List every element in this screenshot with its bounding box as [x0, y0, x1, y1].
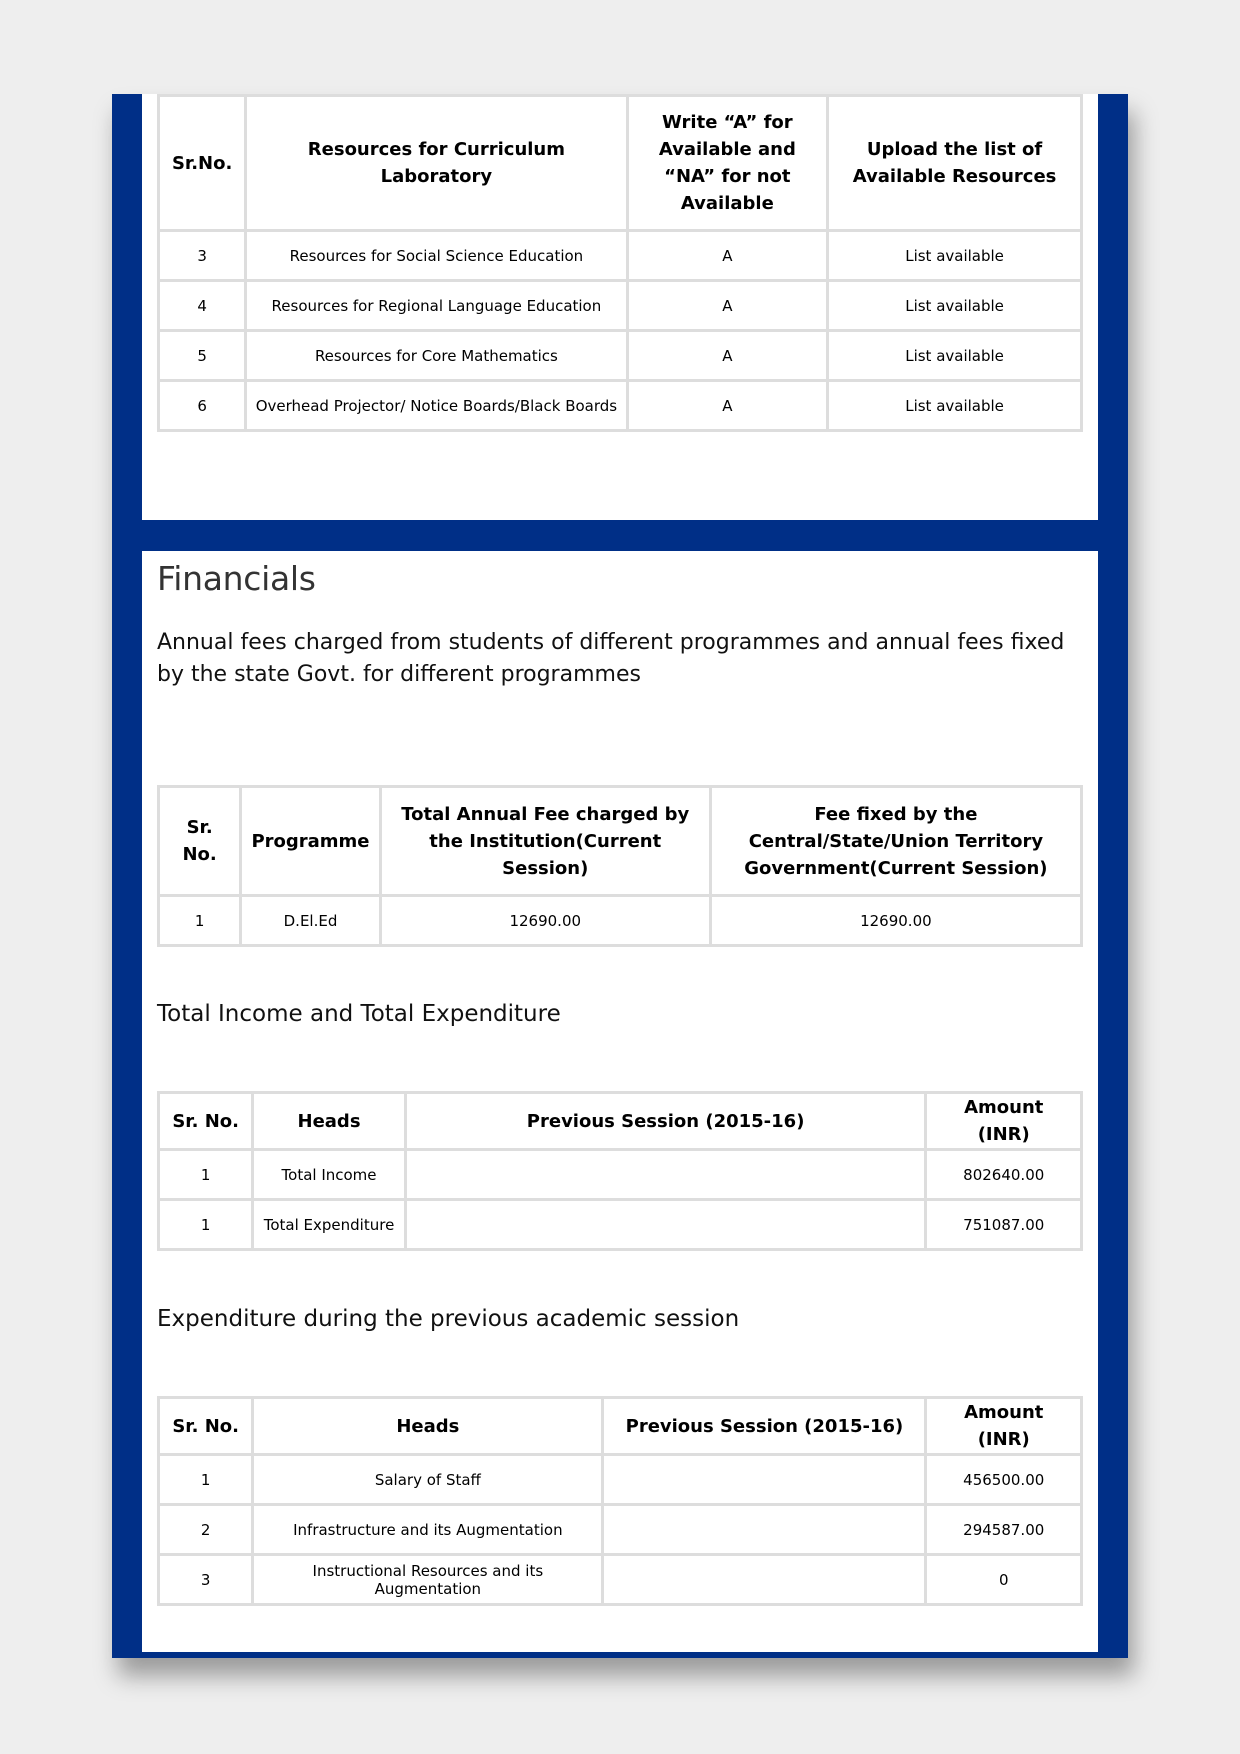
header-fee-charged: Total Annual Fee charged by the Institution(Current Session) — [380, 787, 710, 896]
cell-head: Instructional Resources and its Augmentation — [253, 1555, 603, 1605]
cell-status: A — [627, 331, 828, 381]
table-row — [159, 896, 1082, 946]
cell-sr: 3 — [159, 1555, 253, 1605]
header-sr-no: Sr. No. — [159, 787, 241, 896]
table-row — [159, 231, 1082, 281]
cell-amount: 456500.00 — [926, 1455, 1082, 1505]
header-resources: Resources for Curriculum Laboratory — [246, 96, 627, 231]
table-row — [159, 1555, 1082, 1605]
header-heads: Heads — [253, 1398, 603, 1455]
cell-amount: 802640.00 — [926, 1150, 1082, 1200]
section-title-financials: Financials — [157, 559, 316, 598]
cell-fee-fixed: 12690.00 — [710, 896, 1081, 946]
header-sr-no: Sr. No. — [159, 1398, 253, 1455]
header-sr-no: Sr.No. — [159, 96, 246, 231]
cell-programme: D.El.Ed — [241, 896, 380, 946]
cell-head: Total Income — [253, 1150, 405, 1200]
cell-sr: 1 — [159, 896, 241, 946]
cell-list: List available — [828, 231, 1082, 281]
cell-sr: 6 — [159, 381, 246, 431]
financials-panel — [142, 551, 1098, 1652]
table-row — [159, 1455, 1082, 1505]
cell-resource: Resources for Social Science Education — [246, 231, 627, 281]
cell-head: Total Expenditure — [253, 1200, 405, 1250]
header-programme: Programme — [241, 787, 380, 896]
table-header-row — [159, 787, 1082, 896]
header-sr-no: Sr. No. — [159, 1093, 253, 1150]
cell-sr: 5 — [159, 331, 246, 381]
cell-amount: 751087.00 — [926, 1200, 1082, 1250]
header-upload-list: Upload the list of Available Resources — [828, 96, 1082, 231]
header-previous-session: Previous Session (2015-16) — [603, 1398, 926, 1455]
cell-list: List available — [828, 281, 1082, 331]
cell-amount: 294587.00 — [926, 1505, 1082, 1555]
expenditure-table — [157, 1396, 1083, 1606]
cell-list: List available — [828, 331, 1082, 381]
fees-description: Annual fees charged from students of different programmes and annual fees fixed by the state Govt. for different programmes — [157, 630, 1065, 687]
table-row — [159, 381, 1082, 431]
cell-head: Infrastructure and its Augmentation — [253, 1505, 603, 1555]
cell-previous — [603, 1505, 926, 1555]
header-amount: Amount (INR) — [926, 1093, 1082, 1150]
table-row — [159, 1150, 1082, 1200]
cell-list: List available — [828, 381, 1082, 431]
table-row — [159, 331, 1082, 381]
income-table — [157, 1091, 1083, 1251]
cell-sr: 1 — [159, 1200, 253, 1250]
header-fee-fixed: Fee fixed by the Central/State/Union Territory Government(Current Session) — [710, 787, 1081, 896]
header-amount: Amount (INR) — [926, 1398, 1082, 1455]
cell-status: A — [627, 381, 828, 431]
header-heads: Heads — [253, 1093, 405, 1150]
income-section-title: Total Income and Total Expenditure — [157, 1001, 561, 1027]
table-row — [159, 281, 1082, 331]
cell-resource: Resources for Core Mathematics — [246, 331, 627, 381]
header-availability: Write “A” for Available and “NA” for not Available — [627, 96, 828, 231]
cell-amount: 0 — [926, 1555, 1082, 1605]
table-row — [159, 1505, 1082, 1555]
cell-previous — [405, 1150, 926, 1200]
cell-resource: Overhead Projector/ Notice Boards/Black Boards — [246, 381, 627, 431]
cell-sr: 4 — [159, 281, 246, 331]
table-header-row — [159, 1398, 1082, 1455]
document-frame — [112, 94, 1128, 1658]
cell-previous — [405, 1200, 926, 1250]
cell-head: Salary of Staff — [253, 1455, 603, 1505]
cell-fee-charged: 12690.00 — [380, 896, 710, 946]
cell-resource: Resources for Regional Language Education — [246, 281, 627, 331]
cell-sr: 2 — [159, 1505, 253, 1555]
cell-sr: 1 — [159, 1150, 253, 1200]
table-header-row — [159, 96, 1082, 231]
cell-previous — [603, 1555, 926, 1605]
table-header-row — [159, 1093, 1082, 1150]
header-previous-session: Previous Session (2015-16) — [405, 1093, 926, 1150]
cell-sr: 1 — [159, 1455, 253, 1505]
curriculum-lab-table — [157, 94, 1083, 432]
cell-sr: 3 — [159, 231, 246, 281]
table-row — [159, 1200, 1082, 1250]
expenditure-section-title: Expenditure during the previous academic session — [157, 1306, 740, 1332]
cell-previous — [603, 1455, 926, 1505]
cell-status: A — [627, 281, 828, 331]
curriculum-lab-panel — [142, 94, 1098, 520]
fees-table — [157, 785, 1083, 947]
cell-status: A — [627, 231, 828, 281]
